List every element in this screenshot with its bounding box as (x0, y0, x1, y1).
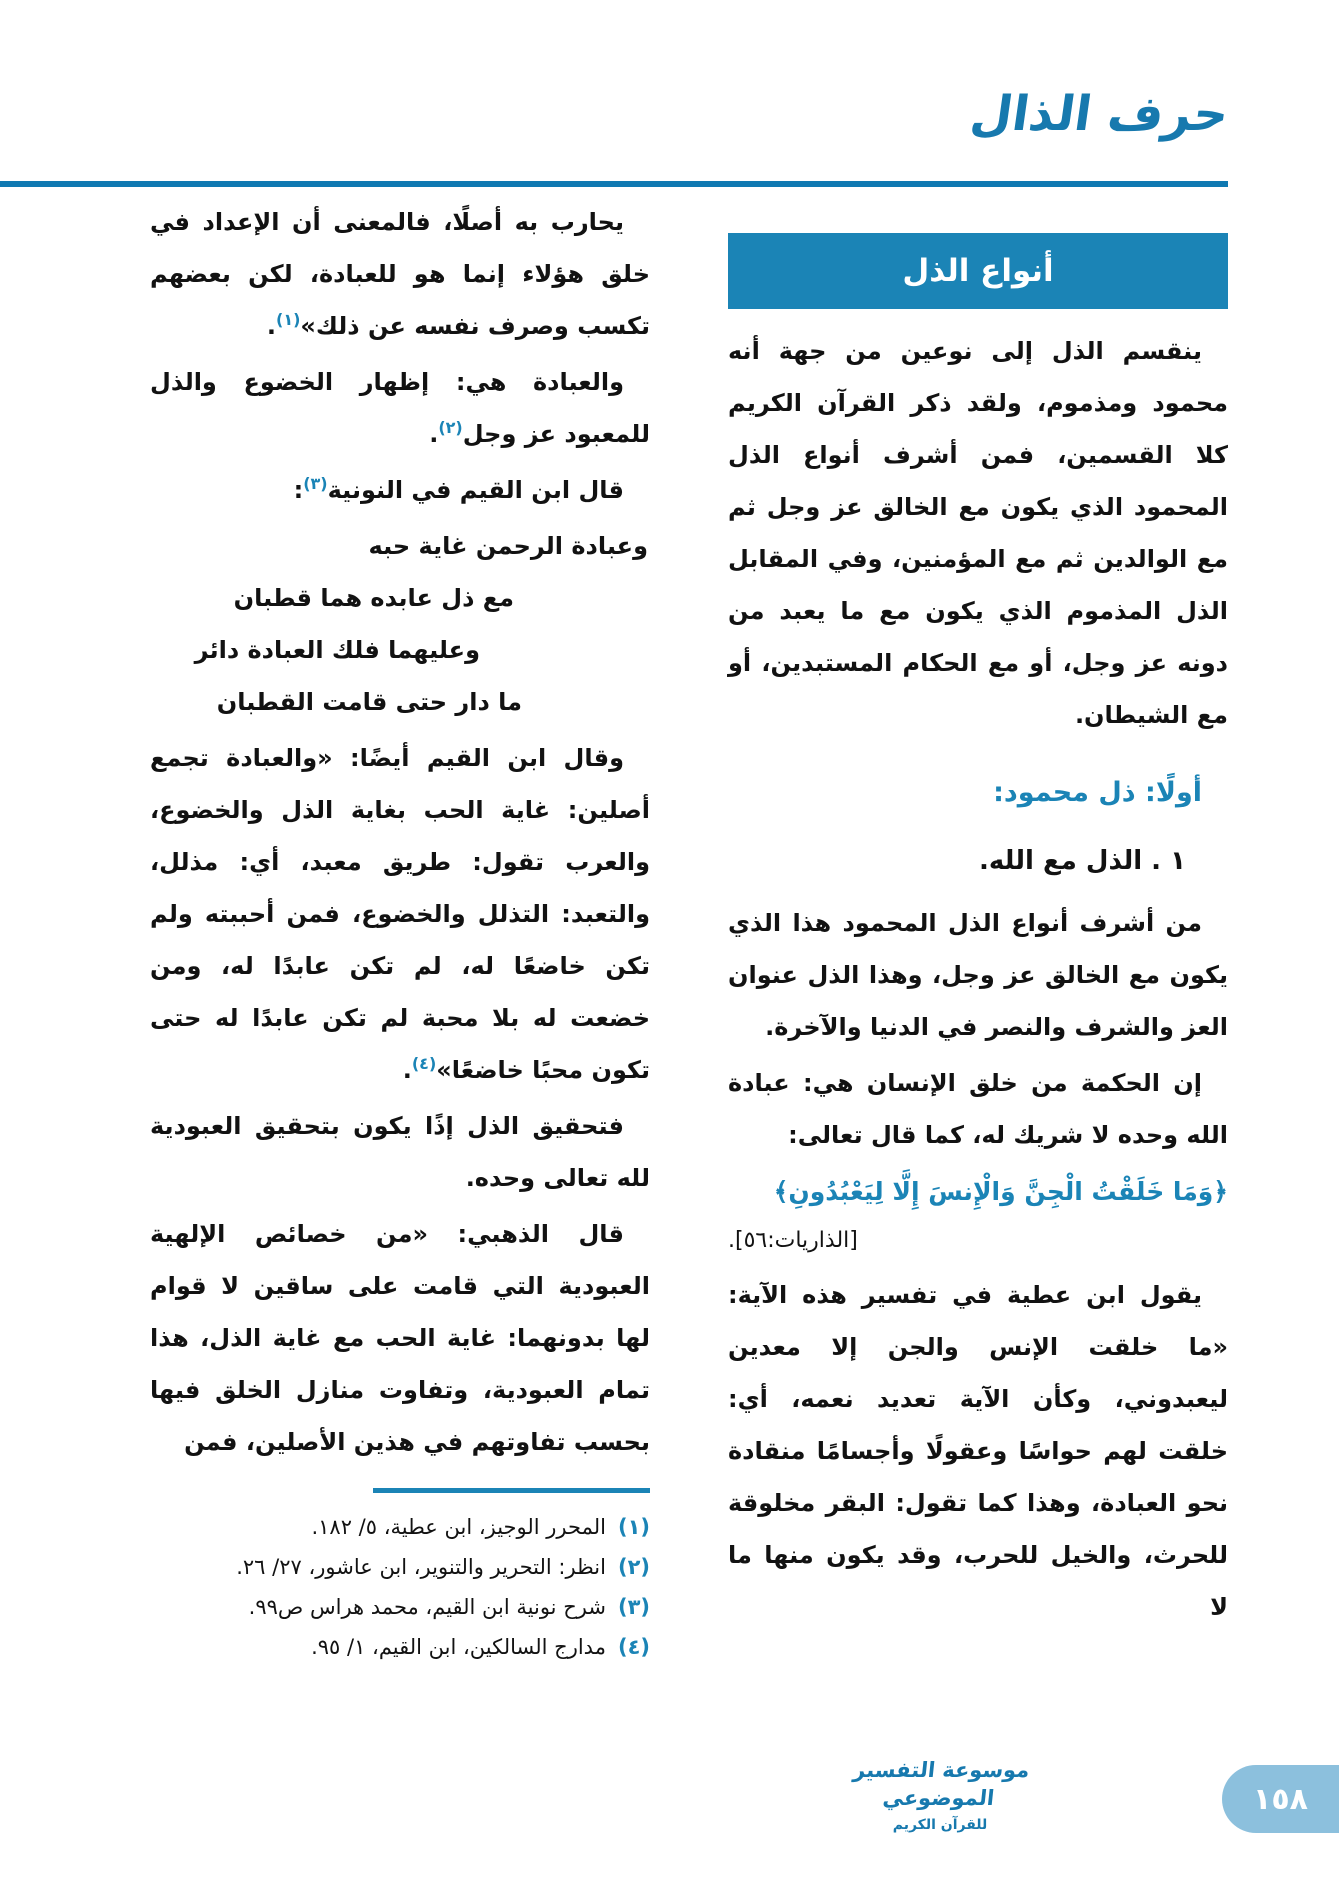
paragraph-text: وقال ابن القيم أيضًا: «والعبادة تجمع أصلين: غاية الحب بغاية الذل والخضوع، والعرب تقول: طريق معبد، أي: مذلل، والتعبد: التذلل والخضوع، فمن أحببته ولم تكن خاضعًا له، لم تكن عابدًا له، ومن خضعت له بلا محبة لم تكن عابدًا له حتى تكون محبًا خاضعًا» (150, 744, 650, 1084)
paragraph: من أشرف أنواع الذل المحمود هذا الذي يكون مع الخالق عز وجل، وهذا الذل عنوان العز والشرف والنصر في الدنيا والآخرة. (728, 909, 1228, 1041)
paragraph-tail: . (402, 1056, 412, 1084)
section-title: أنواع الذل (902, 253, 1054, 289)
footnote-item (150, 1507, 650, 1547)
publisher-logo-subtitle: للقرآن الكريم (892, 1817, 988, 1833)
footnote-text: مدارج السالكين، ابن القيم، ١/ ٩٥. (311, 1635, 606, 1659)
poetry-line: وعبادة الرحمن غاية حبه (368, 532, 648, 560)
footnote-separator (373, 1488, 650, 1493)
footnote-text: انظر: التحرير والتنوير، ابن عاشور، ٢٧/ ٢٦. (236, 1555, 606, 1579)
footnote-item (150, 1547, 650, 1587)
paragraph-tail: . (266, 312, 277, 340)
poetry-line: مع ذل عابده هما قطبان (233, 584, 514, 612)
poetry-line: ما دار حتى قامت القطبان (216, 688, 522, 716)
publisher-logo (820, 1756, 1060, 1833)
footnote-item (150, 1627, 650, 1667)
paragraph-tail: : (293, 476, 304, 504)
paragraph (150, 464, 650, 516)
header-rule (0, 181, 1228, 187)
footnote-number: (١) (617, 1515, 650, 1539)
publisher-logo-title: موسوعة التفسير الموضوعي (852, 1758, 1031, 1810)
footnote-item (150, 1587, 650, 1627)
footnote-number: (٤) (617, 1635, 650, 1659)
paragraph: إن الحكمة من خلق الإنسان هي: عبادة الله وحده لا شريك له، كما قال تعالى: (728, 1069, 1228, 1149)
footnote-number: (٢) (617, 1555, 650, 1579)
subheading-teal: أولًا: ذل محمود: (993, 777, 1202, 808)
left-column (150, 196, 650, 1667)
paragraph (150, 356, 650, 460)
paragraph: فتحقيق الذل إذًا يكون بتحقيق العبودية لله تعالى وحده. (150, 1112, 650, 1192)
quran-verse: ﴿وَمَا خَلَقْتُ الْجِنَّ وَالْإِنسَ إِلَّا لِيَعْبُدُونِ﴾ (773, 1177, 1228, 1206)
poetry-line: وعليهما فلك العبادة دائر (194, 636, 480, 664)
footnote-number: (٣) (617, 1595, 650, 1619)
footnote-text: المحرر الوجيز، ابن عطية، ٥/ ١٨٢. (311, 1515, 606, 1539)
right-column (728, 233, 1228, 1637)
poem (150, 520, 650, 728)
footnote-marker: (٤) (411, 1054, 437, 1073)
page-number: ١٥٨ (1253, 1781, 1308, 1817)
footnote-marker: (١) (276, 310, 301, 329)
subheading-numbered: ١ . الذل مع الله. (978, 846, 1186, 876)
paragraph-text: يحارب به أصلًا، فالمعنى أن الإعداد في خلق هؤلاء إنما هو للعبادة، لكن بعضهم تكسب وصرف نفسه عن ذلك» (150, 208, 650, 340)
chapter-title: حرف الذال (966, 86, 1232, 142)
paragraph: يقول ابن عطية في تفسير هذه الآية: «ما خلقت الإنس والجن إلا معدين ليعبدوني، وكأن الآية تعديد نعمه، أي: خلقت لهم حواسًا وعقولًا وأجسامًا منقادة نحو العبادة، وهذا كما تقول: البقر مخلوقة للحرث، والخيل للحرب، وقد يكون منها ما لا (728, 1281, 1228, 1621)
paragraph-text: والعبادة هي: إظهار الخضوع والذل للمعبود عز وجل (150, 368, 650, 448)
footnote-marker: (٢) (438, 418, 463, 437)
verse-reference: [الذاريات:٥٦]. (728, 1228, 858, 1253)
footnote-marker: (٣) (303, 474, 328, 493)
intro-paragraph: ينقسم الذل إلى نوعين من جهة أنه محمود ومذموم، ولقد ذكر القرآن الكريم كلا القسمين، فمن أشرف أنواع الذل المحمود الذي يكون مع الخالق عز وجل ثم مع الوالدين ثم مع المؤمنين، وفي المقابل الذل المذموم الذي يكون مع ما يعبد من دونه عز وجل، أو مع الحكام المستبدين، أو مع الشيطان. (728, 337, 1228, 729)
paragraph (150, 196, 650, 352)
paragraph (150, 732, 650, 1096)
section-title-box (728, 233, 1228, 309)
paragraph: قال الذهبي: «من خصائص الإلهية العبودية التي قامت على ساقين لا قوام لها بدونهما: غاية الحب مع غاية الذل، هذا تمام العبودية، وتفاوت منازل الخلق فيها بحسب تفاوتهم في هذين الأصلين، فمن (150, 1220, 650, 1456)
paragraph-tail: . (429, 420, 439, 448)
paragraph-text: قال ابن القيم في النونية (327, 476, 624, 504)
footnote-text: شرح نونية ابن القيم، محمد هراس ص٩٩. (248, 1595, 606, 1619)
page-number-pill (1222, 1765, 1339, 1833)
